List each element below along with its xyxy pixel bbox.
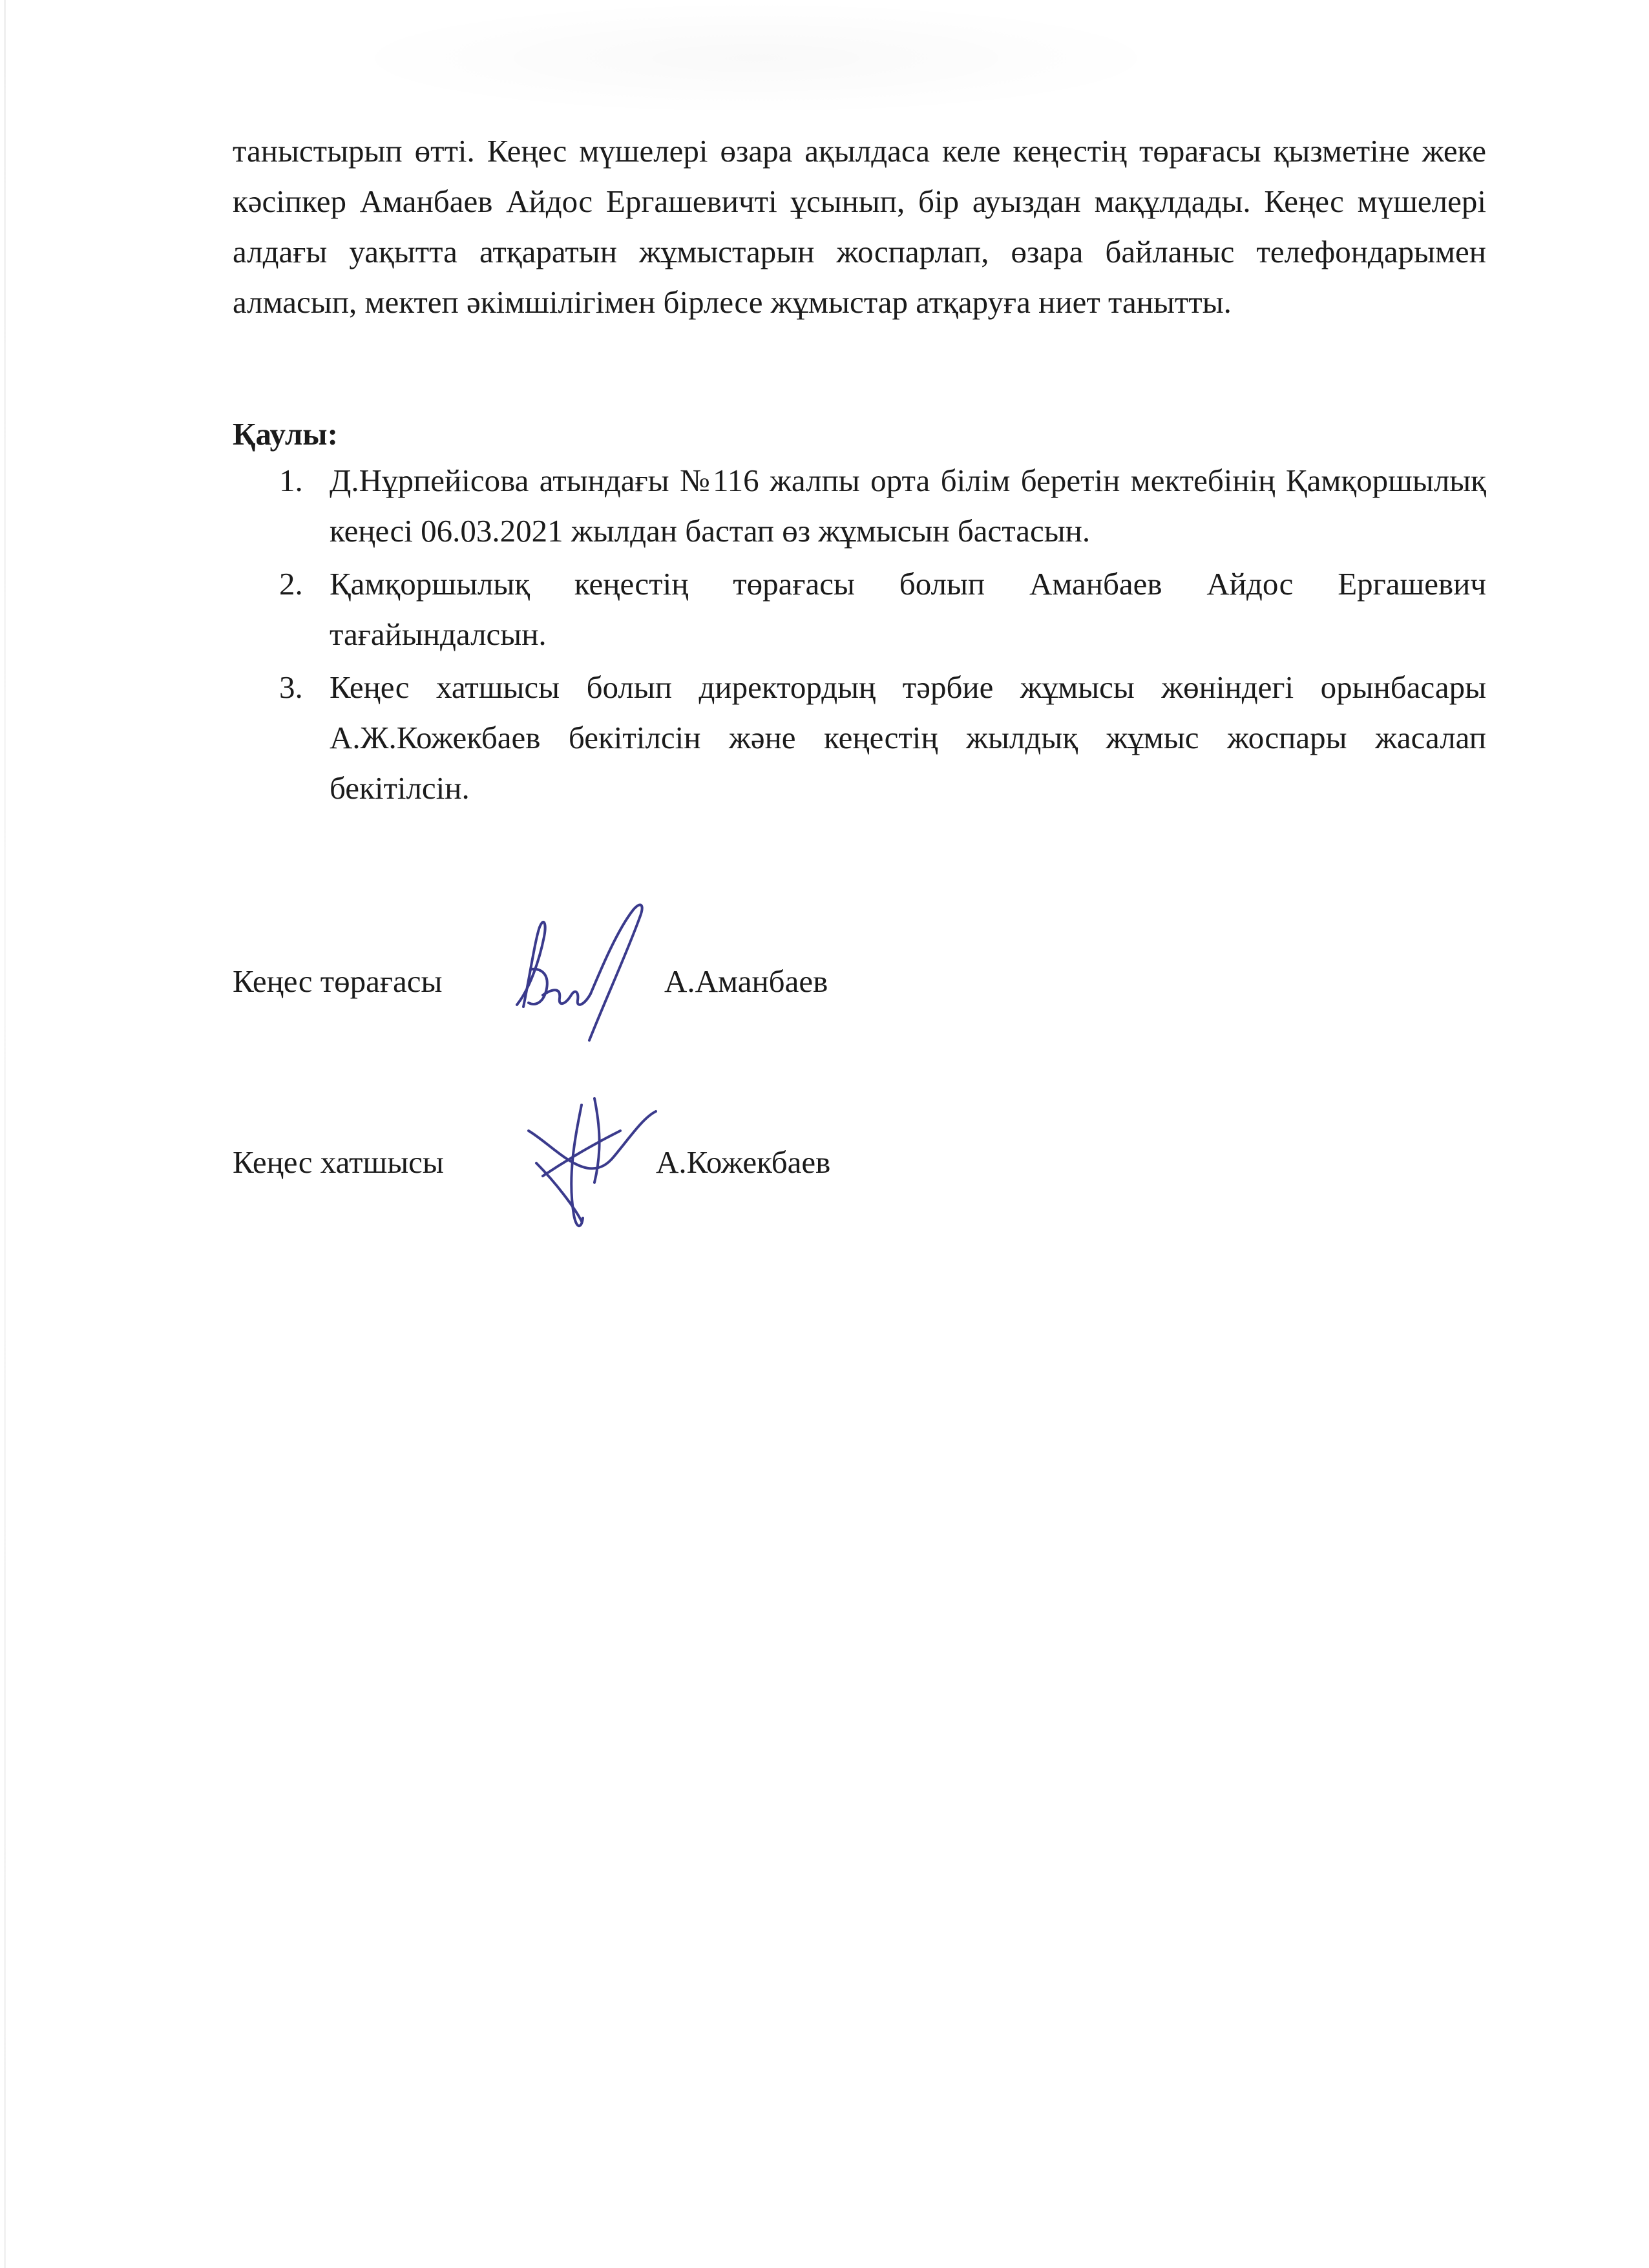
resolution-list: [0, 456, 1649, 816]
resolution-text: Қамқоршылық кеңестің төрағасы болып Аманбаев Айдос Ергашевич тағайындалсын.: [330, 566, 1486, 652]
handwritten-signature-icon: [504, 892, 659, 1053]
body-paragraph: таныстырып өтті. Кеңес мүшелері өзара ақылдаса келе кеңестің төрағасы қызметіне жеке кәсіпкер Аманбаев Айдос Ергашевичті ұсынып, бір ауыздан мақұлдады. Кеңес мүшелері алдағы уақытта атқаратын жұмыстарын жоспарлап, өзара байланыс телефондарымен алмасып, мектеп әкімшілігімен бірлесе жұмыстар атқаруға ниет танытты.: [233, 133, 1486, 320]
resolution-number: 1.: [279, 463, 303, 498]
resolution-item: [0, 662, 1649, 814]
signature-row-chair: [233, 892, 1202, 1060]
handwritten-signature-icon: [517, 1086, 666, 1241]
signature-role: Кеңес төрағасы: [233, 963, 443, 999]
signatory-name: А.Аманбаев: [664, 963, 828, 999]
resolution-item: [0, 559, 1649, 660]
scan-smudge: [336, 0, 1176, 116]
scan-edge: [4, 0, 6, 2268]
signature-row-secretary: [233, 1073, 1202, 1241]
signature-role: Кеңес хатшысы: [233, 1144, 444, 1180]
resolution-text: Кеңес хатшысы болып директордың тәрбие жұмысы жөніндегі орынбасары А.Ж.Кожекбаев бекітілсін және кеңестің жылдық жұмыс жоспары жасалап бекітілсін.: [330, 669, 1486, 806]
signatory-name: А.Кожекбаев: [656, 1144, 831, 1180]
resolution-heading: Қаулы:: [233, 416, 338, 452]
resolution-text: Д.Нұрпейісова атындағы №116 жалпы орта білім беретін мектебінің Қамқоршылық кеңесі 06.03.2021 жылдан бастап өз жұмысын бастасын.: [330, 463, 1486, 549]
resolution-item: [0, 456, 1649, 556]
resolution-number: 3.: [279, 669, 303, 705]
resolution-number: 2.: [279, 566, 303, 602]
